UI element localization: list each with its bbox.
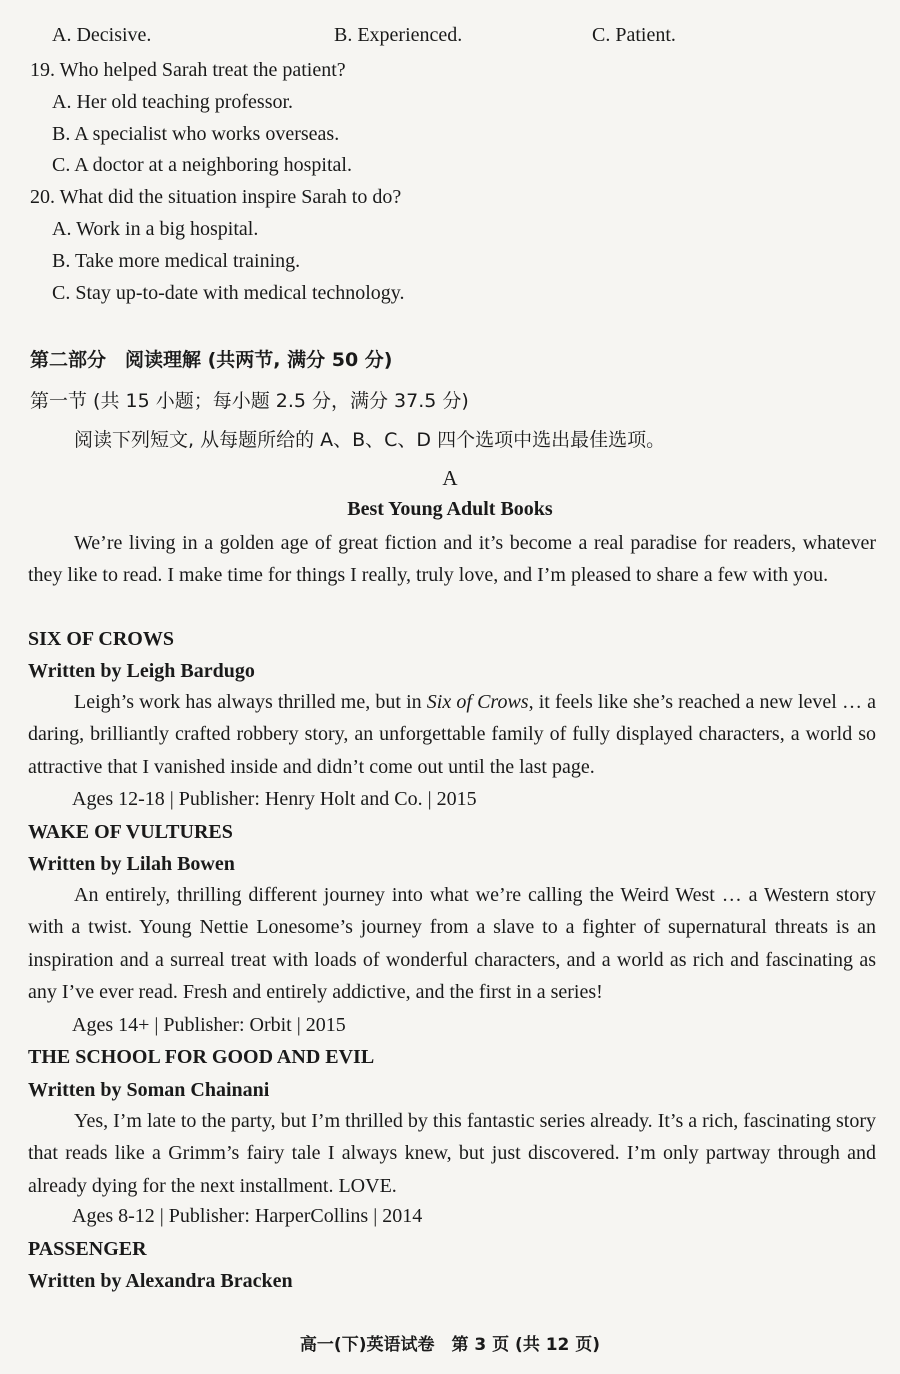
passage-letter: A [442,466,458,490]
book-meta: Ages 14+ | Publisher: Orbit | 2015 [72,1014,346,1036]
option-b: B. Experienced. [334,24,463,46]
question-18-options [52,24,752,52]
book-author: Written by Leigh Bardugo [28,660,255,682]
page-footer: 高一(下)英语试卷 第 3 页 (共 12 页) [299,1335,601,1355]
option-a: A. Decisive. [52,24,152,46]
option-c: C. Patient. [592,24,676,46]
book-title: PASSENGER [28,1238,147,1260]
intro-paragraph: We’re living in a golden age of great fiction and it’s become a real paradise for readers, whatever they like to read. I make time for things I really, truly love, and I’m pleased to share a few with you. [28,532,876,587]
book-title: THE SCHOOL FOR GOOD AND EVIL [28,1046,375,1068]
question-19: 19. Who helped Sarah treat the patient? [30,59,346,81]
question-20: 20. What did the situation inspire Sarah to do? [30,186,402,208]
option-c: C. Stay up-to-date with medical technology. [52,282,405,304]
book-meta: Ages 12-18 | Publisher: Henry Holt and Co. | 2015 [72,788,477,810]
part-title: 第二部分 阅读理解 (共两节, 满分 50 分) [30,349,393,371]
book-author: Written by Lilah Bowen [28,853,235,875]
book-review: Yes, I’m late to the party, but I’m thrilled by this fantastic series already. It’s a rich, fascinating story that reads like a Grimm’s fairy tale I always knew, but just discovered. I’m only partway through and already dying for the next installment. LOVE. [28,1110,876,1197]
option-c: C. A doctor at a neighboring hospital. [52,154,352,176]
book-review: Leigh’s work has always thrilled me, but in Six of Crows, it feels like she’s reached a new level … a daring, brilliantly crafted robbery story, an unforgettable family of fully displayed characters, a world so attractive that I vanished inside and didn’t come out until the last page. [28,691,877,778]
book-title: SIX OF CROWS [28,628,174,650]
book-meta: Ages 8-12 | Publisher: HarperCollins | 2014 [72,1205,423,1227]
option-b: B. A specialist who works overseas. [52,123,340,145]
subsection-title: 第一节 (共 15 小题；每小题 2.5 分，满分 37.5 分) [30,390,469,412]
book-author: Written by Soman Chainani [28,1079,270,1101]
book-title: WAKE OF VULTURES [28,821,233,843]
instructions: 阅读下列短文, 从每题所给的 A、B、C、D 四个选项中选出最佳选项。 [74,429,666,451]
option-a: A. Work in a big hospital. [52,218,259,240]
option-a: A. Her old teaching professor. [52,91,294,113]
book-review: An entirely, thrilling different journey into what we’re calling the Weird West … a Western story with a twist. Young Nettie Lonesome’s journey from a slave to a fighter of supernatural threats is an inspiration and a surreal treat with loads of wonderful characters, and a world as rich and fascinating as any I’ve ever read. Fresh and entirely addictive, and the first in a series! [28,884,876,1004]
option-b: B. Take more medical training. [52,250,301,272]
book-author: Written by Alexandra Bracken [28,1270,293,1292]
passage-title: Best Young Adult Books [347,498,553,520]
